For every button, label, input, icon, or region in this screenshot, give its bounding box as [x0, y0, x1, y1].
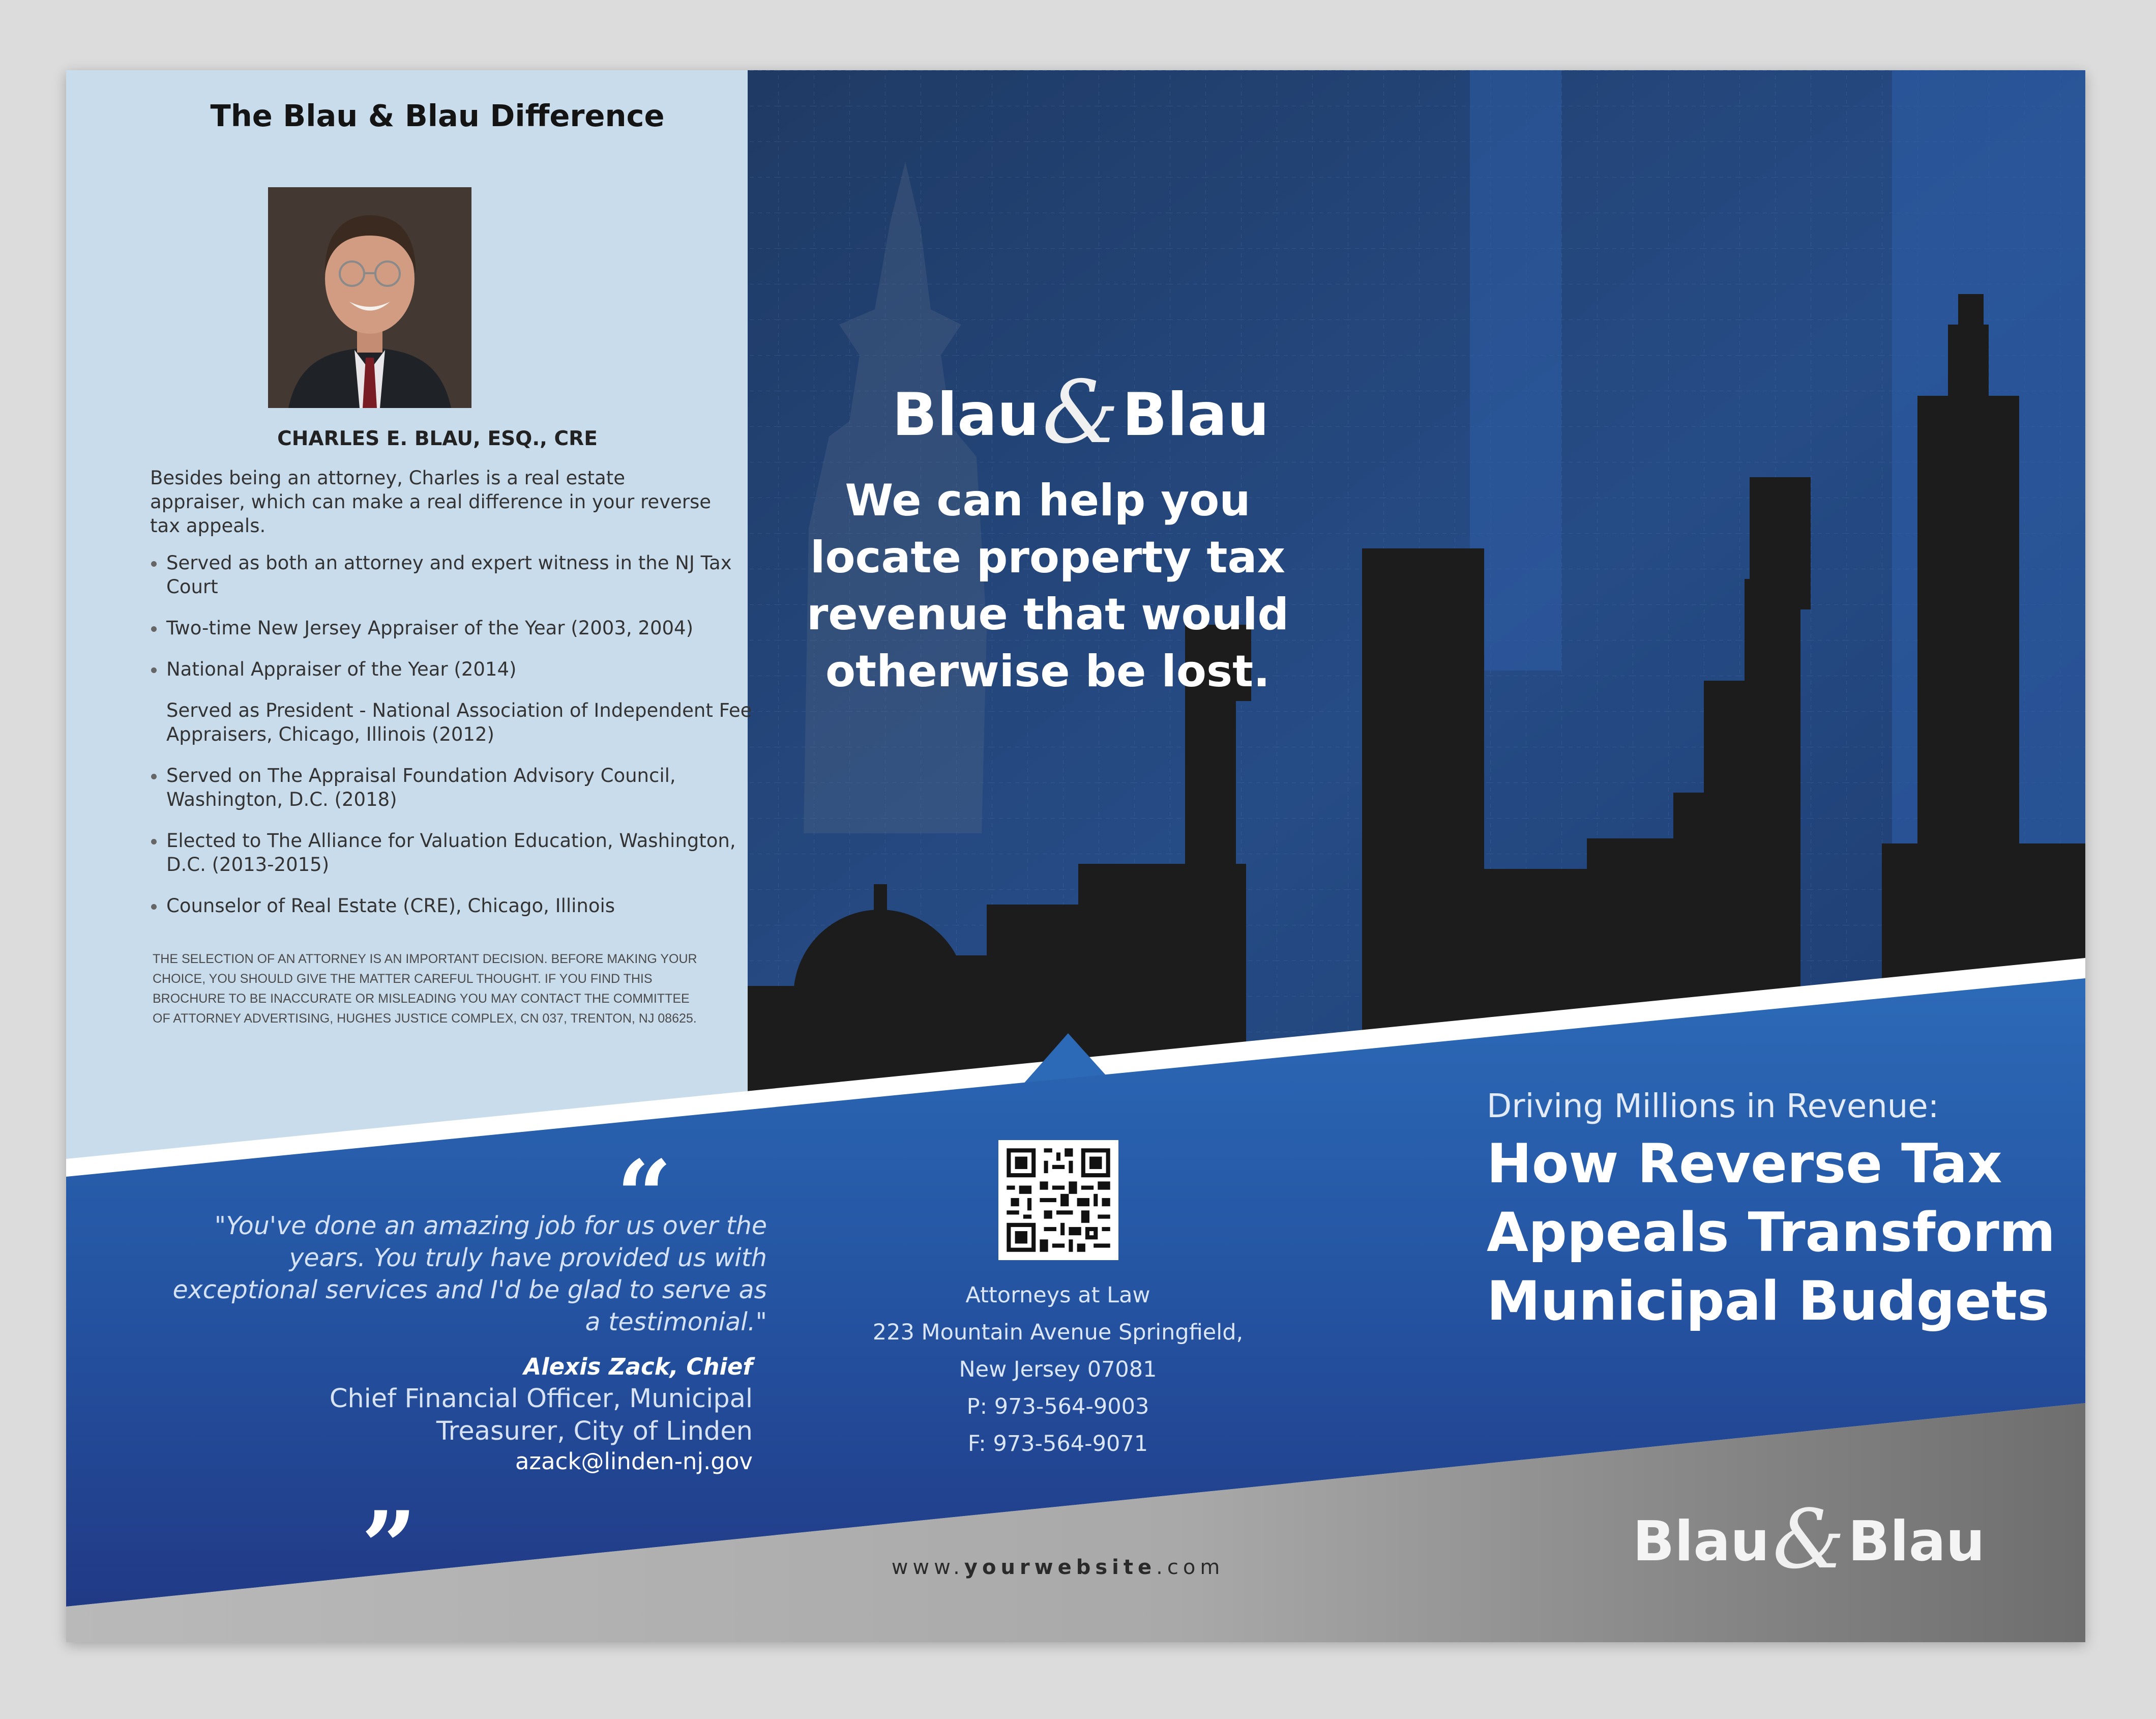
contact-fax: F: 973-564-9071: [967, 1431, 1148, 1456]
credentials-list: [150, 551, 760, 935]
cover-headline: We can help you locate property tax revenue that would otherwise be lost.: [806, 475, 1289, 697]
contact-firm: Attorneys at Law: [965, 1283, 1150, 1308]
cover-subtitle: Driving Millions in Revenue:: [1487, 1088, 1939, 1125]
attorney-photo: [268, 187, 471, 408]
bullet-icon: [151, 904, 157, 910]
bullet-icon: [151, 774, 157, 779]
open-quote-icon: “: [616, 1139, 672, 1252]
contact-city: New Jersey 07081: [959, 1357, 1157, 1382]
list-item: National Appraiser of the Year (2014): [150, 657, 760, 681]
list-item: Served on The Appraisal Foundation Advisory Council, Washington, D.C. (2018): [150, 764, 760, 811]
website-link[interactable]: www.yourwebsite.com: [891, 1556, 1225, 1579]
contact-street: 223 Mountain Avenue Springfield,: [872, 1320, 1244, 1345]
list-item: Two-time New Jersey Appraiser of the Year (2003, 2004): [150, 616, 760, 640]
contact-block: [778, 1277, 1338, 1463]
brochure-sheet: [66, 70, 2085, 1642]
list-item: Counselor of Real Estate (CRE), Chicago, Illinois: [150, 894, 760, 918]
bullet-icon: [151, 626, 157, 632]
attorney-intro: Besides being an attorney, Charles is a real estate appraiser, which can make a real difference in your reverse tax appeals.: [150, 467, 712, 537]
close-quote-icon: ”: [361, 1490, 417, 1604]
list-item: Served as President - National Association of Independent Fee Appraisers, Chicago, Illinois (2012): [166, 700, 752, 745]
testimonial-email[interactable]: azack@linden-nj.gov: [515, 1448, 753, 1475]
testimonial-name: Alexis Zack, Chief: [523, 1353, 753, 1380]
brand-logo-bottom: Blau&Blau: [1633, 1492, 1985, 1587]
list-item: Served as both an attorney and expert witness in the NJ Tax Court: [150, 551, 760, 599]
testimonial-quote: "You've done an amazing job for us over the years. You truly have provided us with exceptional services and I'd be glad to serve as a testimonial.": [172, 1211, 767, 1336]
bullet-icon: [151, 561, 157, 567]
testimonial-role: Chief Financial Officer, Municipal Treasurer, City of Linden: [329, 1384, 753, 1446]
advertising-disclaimer: THE SELECTION OF AN ATTORNEY IS AN IMPORTANT DECISION. BEFORE MAKING YOUR CHOICE, YOU SHOULD GIVE THE MATTER CAREFUL THOUGHT. IF YOU FIND THIS BROCHURE TO BE INACCURATE OR MISLEADING YOU MAY CONTACT THE COMMITTEE OF ATTORNEY ADVERTISING, HUGHES JUSTICE COMPLEX, CN 037, TRENTON, NJ 08625.: [153, 952, 697, 1026]
bullet-icon: [151, 839, 157, 844]
list-item: Elected to The Alliance for Valuation Education, Washington, D.C. (2013-2015): [150, 829, 760, 877]
contact-phone[interactable]: P: 973-564-9003: [966, 1394, 1149, 1419]
brand-logo: Blau&Blau: [892, 362, 1269, 463]
difference-heading: The Blau & Blau Difference: [210, 98, 665, 133]
bullet-icon: [151, 667, 157, 673]
qr-code[interactable]: [998, 1140, 1118, 1260]
attorney-name: CHARLES E. BLAU, ESQ., CRE: [277, 427, 598, 450]
cover-title: How Reverse Tax Appeals Transform Municipal Budgets: [1487, 1132, 2056, 1332]
